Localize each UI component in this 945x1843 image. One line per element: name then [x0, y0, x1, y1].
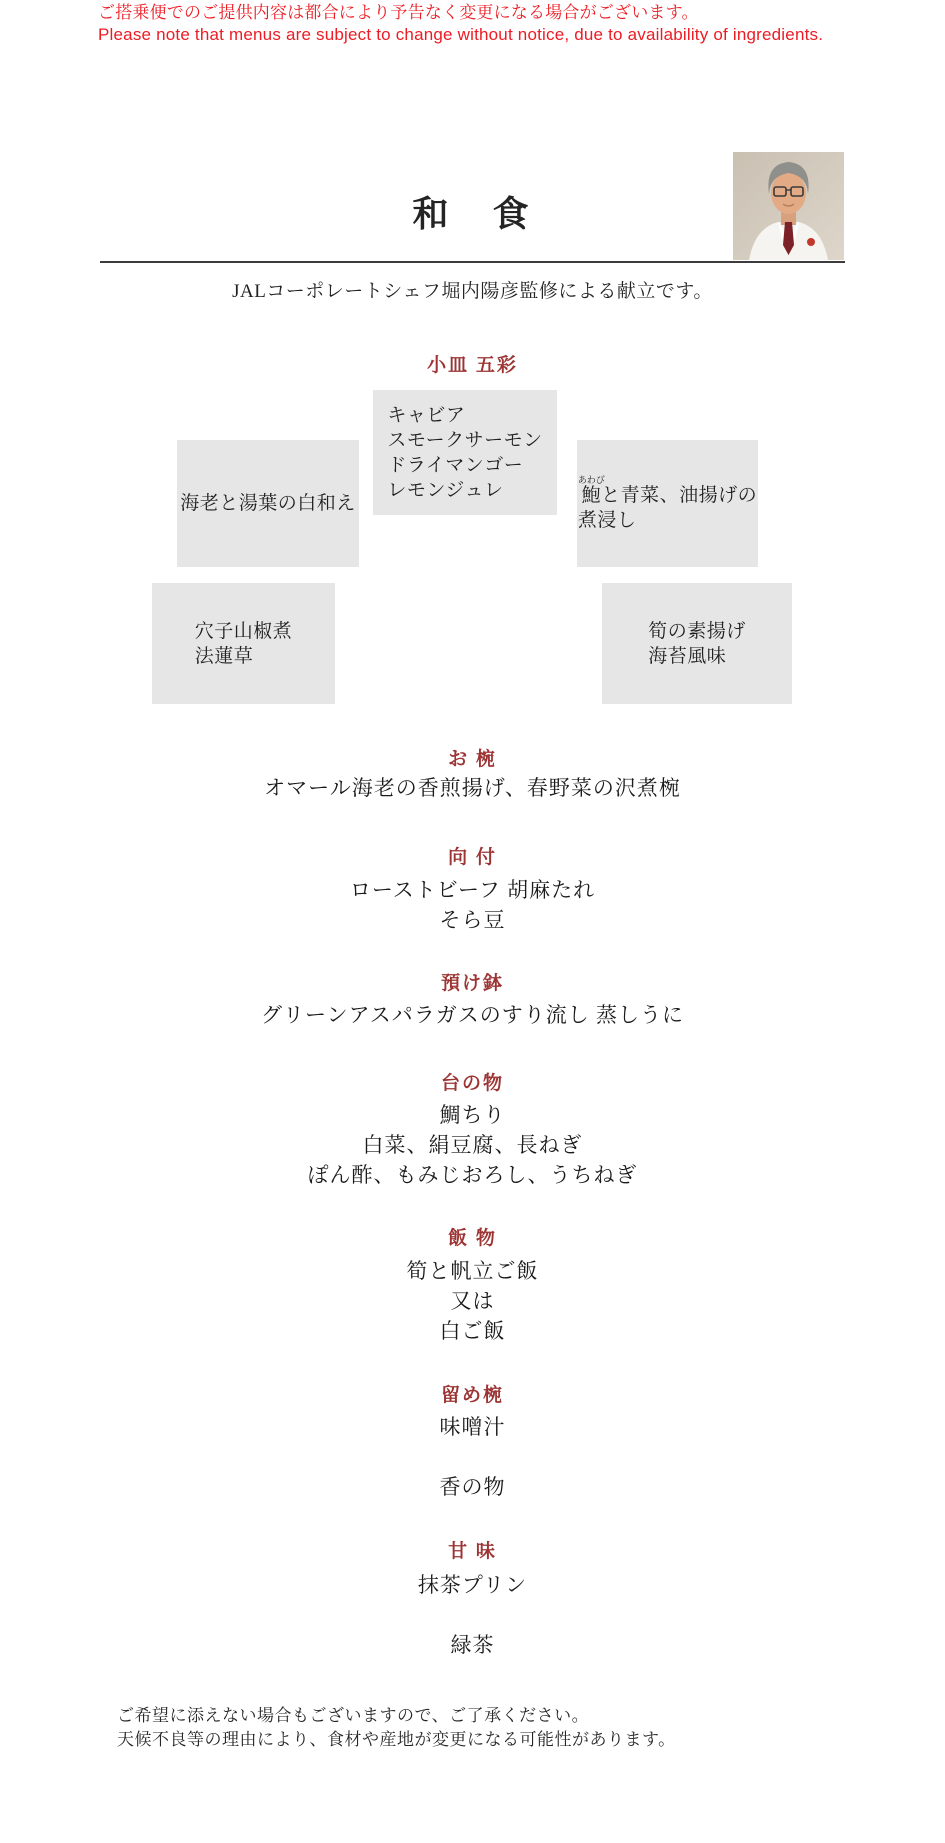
ruby-abalone: 鮑あわび [577, 474, 605, 506]
dish-line: 鮑あわびと青菜、油揚げの [577, 474, 758, 506]
section-item: オマール海老の香煎揚げ、春野菜の沢煮椀 [264, 776, 681, 800]
section-heading-owan: お 椀 [448, 749, 497, 770]
section-item: 抹茶プリン [417, 1573, 528, 1597]
change-notice-en: Please note that menus are subject to change without notice, due to availability of ingredients. [98, 25, 824, 44]
dish-box-center [373, 390, 557, 515]
supervision-subtitle: JALコーポレートシェフ堀内陽彦監修による献立です。 [232, 281, 713, 302]
change-notice-ja: ご搭乗便でのご提供内容は都合により予告なく変更になる場合がございます。 [98, 3, 699, 22]
section-item: そら豆 [439, 908, 506, 932]
section-item-ryokucha: 緑茶 [450, 1633, 495, 1657]
small-plates-heading: 小皿 五彩 [427, 355, 518, 376]
dish-line: スモークサーモン [387, 429, 543, 451]
coat-logo [807, 238, 815, 246]
furigana: あわび [577, 474, 605, 485]
chef-face [771, 172, 806, 214]
section-item: 又は [450, 1289, 495, 1313]
dish-line: ドライマンゴー [387, 454, 524, 476]
section-item: 白ご飯 [439, 1319, 506, 1343]
dish-box-bottom-right [602, 583, 792, 704]
section-heading-tomewan: 留め椀 [440, 1385, 504, 1406]
dish-line: キャビア [387, 404, 466, 426]
dish-line: 筍の素揚げ [648, 620, 746, 642]
dish-box-right [577, 440, 758, 567]
section-heading-azukebachi: 預け鉢 [440, 973, 504, 994]
dish-box-bottom-left [152, 583, 335, 704]
section-item: 白菜、絹豆腐、長ねぎ [362, 1133, 583, 1157]
footer-note-1: ご希望に添えない場合もございますので、ご了承ください。 [117, 1706, 590, 1725]
section-item-konomono: 香の物 [439, 1475, 506, 1499]
dish-line: 煮浸し [577, 509, 637, 531]
page-title: 和 食 [412, 194, 533, 234]
section-item: ローストビーフ 胡麻たれ [349, 878, 596, 902]
footer-note-2: 天候不良等の理由により、食材や産地が変更になる可能性があります。 [117, 1730, 676, 1749]
section-item-group [100, 1256, 845, 1346]
section-heading-dainomono: 台の物 [440, 1073, 504, 1094]
chef-photo [733, 152, 844, 260]
section-heading-mukozuke: 向 付 [448, 847, 497, 868]
section-item-group [100, 1100, 845, 1190]
dish-line: 穴子山椒煮 [194, 620, 293, 642]
dish-line: レモンジュレ [387, 479, 504, 501]
dish-box-left [177, 440, 359, 567]
dish-line: 海老と湯葉の白和え [180, 493, 356, 514]
section-heading-meshimono: 飯 物 [448, 1228, 497, 1249]
section-item: ぽん酢、もみじおろし、うちねぎ [307, 1163, 638, 1187]
section-item-group [100, 875, 845, 935]
section-heading-kanmi: 甘 味 [448, 1541, 497, 1562]
dish-line: 法蓮草 [194, 645, 254, 667]
section-item: 味噌汁 [439, 1415, 506, 1439]
footer-notes [117, 1704, 897, 1752]
divider-line [100, 261, 845, 263]
section-item: グリーンアスパラガスのすり流し 蒸しうに [261, 1003, 684, 1027]
section-item: 鯛ちり [439, 1103, 506, 1127]
section-item: 筍と帆立ご飯 [406, 1259, 539, 1283]
dish-line: 海苔風味 [648, 645, 727, 667]
change-notice [98, 2, 898, 46]
